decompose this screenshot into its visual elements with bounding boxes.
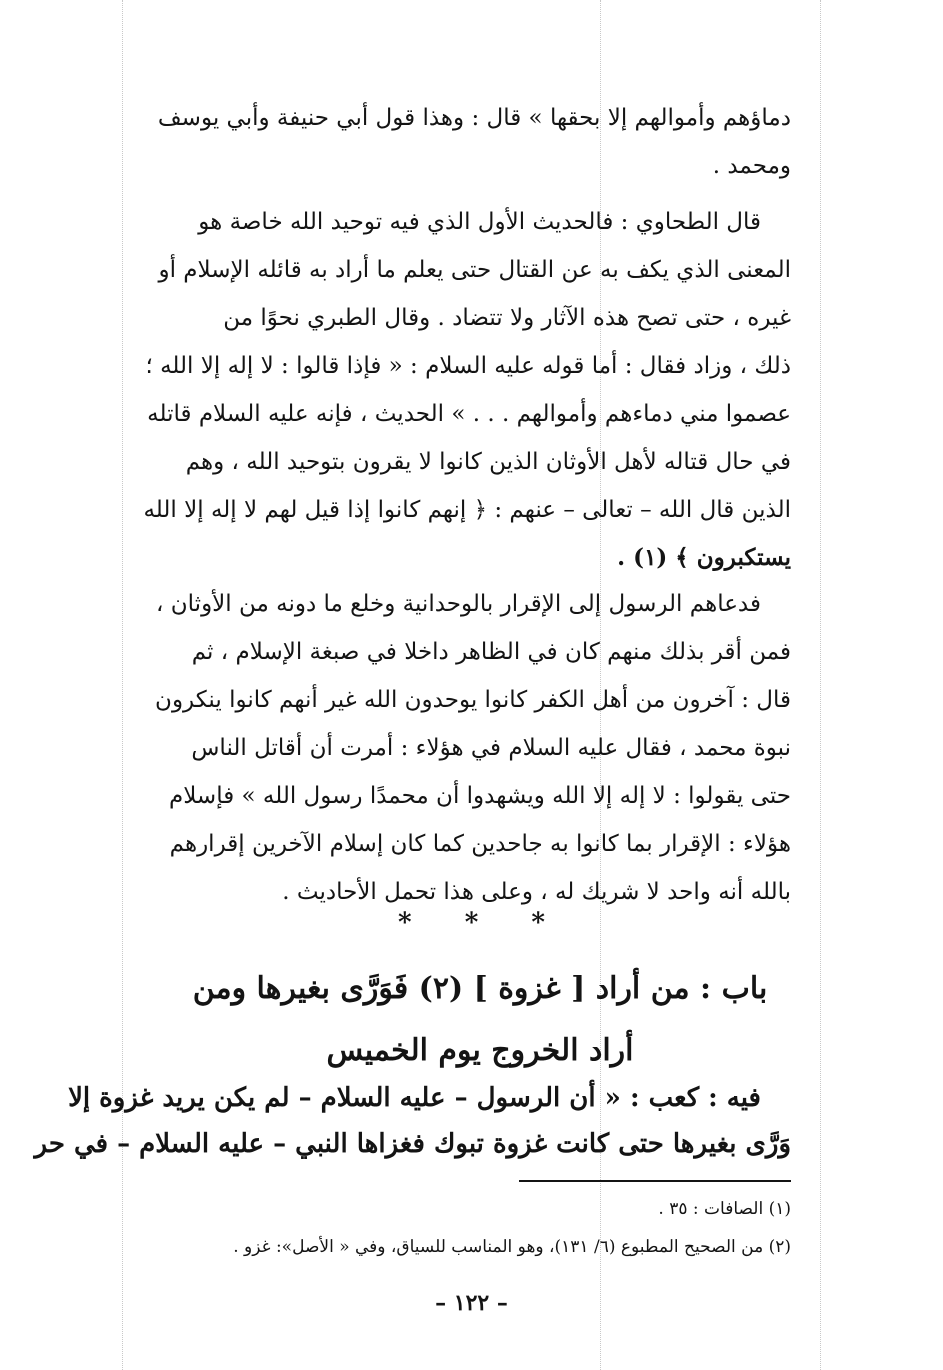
footnotes — [111, 1190, 791, 1266]
text-line: ومحمد . — [712, 153, 791, 179]
text-line: دماؤهم وأموالهم إلا بحقها » قال : وهذا قول أبي حنيفة وأبي يوسف — [157, 105, 791, 131]
text-line: قال : آخرون من أهل الكفر كانوا يوحدون الله غير أنهم كانوا ينكرون — [155, 687, 791, 713]
text-line: ذلك ، وزاد فقال : أما قوله عليه السلام : « فإذا قالوا : لا إله إلا الله ؛ — [145, 353, 791, 379]
text-line: بالله أنه واحد لا شريك له ، وعلى هذا تحمل الأحاديث . — [282, 879, 791, 905]
paragraph-2 — [111, 198, 791, 582]
scan-artifact-line — [820, 0, 821, 1370]
text-line: هؤلاء : الإقرار بما كانوا به جاحدين كما كان إسلام الآخرين إقرارهم — [169, 831, 791, 857]
hadith-paragraph — [34, 1075, 791, 1167]
paragraph-3 — [111, 580, 791, 916]
text-line: نبوة محمد ، فقال عليه السلام في هؤلاء : أمرت أن أقاتل الناس — [191, 735, 791, 761]
footnote-1: (١) الصافات : ٣٥ . — [658, 1199, 791, 1219]
page-number: – ١٢٢ – — [435, 1290, 508, 1316]
quran-quote-line: يستكبرون ﴾ (١) . — [617, 544, 791, 571]
quran-quote-line: الذين قال الله – تعالى – عنهم : ﴿ إنهم كانوا إذا قيل لهم لا إله إلا الله — [143, 497, 791, 523]
hadith-line: فيه : كعب : « أن الرسول – عليه السلام – لم يكن يريد غزوة إلا — [68, 1083, 761, 1113]
text-line: قال الطحاوي : فالحديث الأول الذي فيه توحيد الله خاصة هو — [198, 209, 761, 235]
text-line: غيره ، حتى تصح هذه الآثار ولا تتضاد . وقال الطبري نحوًا من — [223, 305, 791, 331]
text-line: عصموا مني دماءهم وأموالهم . . . » الحديث ، فإنه عليه السلام قاتله — [147, 401, 791, 427]
heading-line: أراد الخروج يوم الخميس — [326, 1033, 634, 1068]
text-line: فمن أقر بذلك منهم كان في الظاهر داخلا في صبغة الإسلام ، ثم — [191, 639, 791, 665]
footnote-divider — [519, 1180, 791, 1182]
section-separator: * * * — [398, 908, 545, 938]
text-line: المعنى الذي يكف به عن القتال حتى يعلم ما أراد به قائله الإسلام أو — [158, 257, 791, 283]
paragraph-1 — [111, 94, 791, 190]
heading-line: باب : من أراد [ غزوة ] (٢) فَوَرَّى بغيرها ومن — [192, 971, 768, 1006]
text-line: حتى يقولوا : لا إله إلا الله ويشهدوا أن محمدًا رسول الله » فإسلام — [168, 783, 791, 809]
section-heading — [140, 958, 820, 1082]
footnote-2: (٢) من الصحيح المطبوع (٦/ ١٣١)، وهو المناسب للسياق، وفي « الأصل»: غزو . — [233, 1237, 791, 1257]
text-line: في حال قتاله لأهل الأوثان الذين كانوا لا يقرون بتوحيد الله ، وهم — [185, 449, 791, 475]
text-line: فدعاهم الرسول إلى الإقرار بالوحدانية وخلع ما دونه من الأوثان ، — [156, 591, 761, 617]
hadith-line: وَرَّى بغيرها حتى كانت غزوة تبوك فغزاها النبي – عليه السلام – في حر — [34, 1129, 791, 1159]
